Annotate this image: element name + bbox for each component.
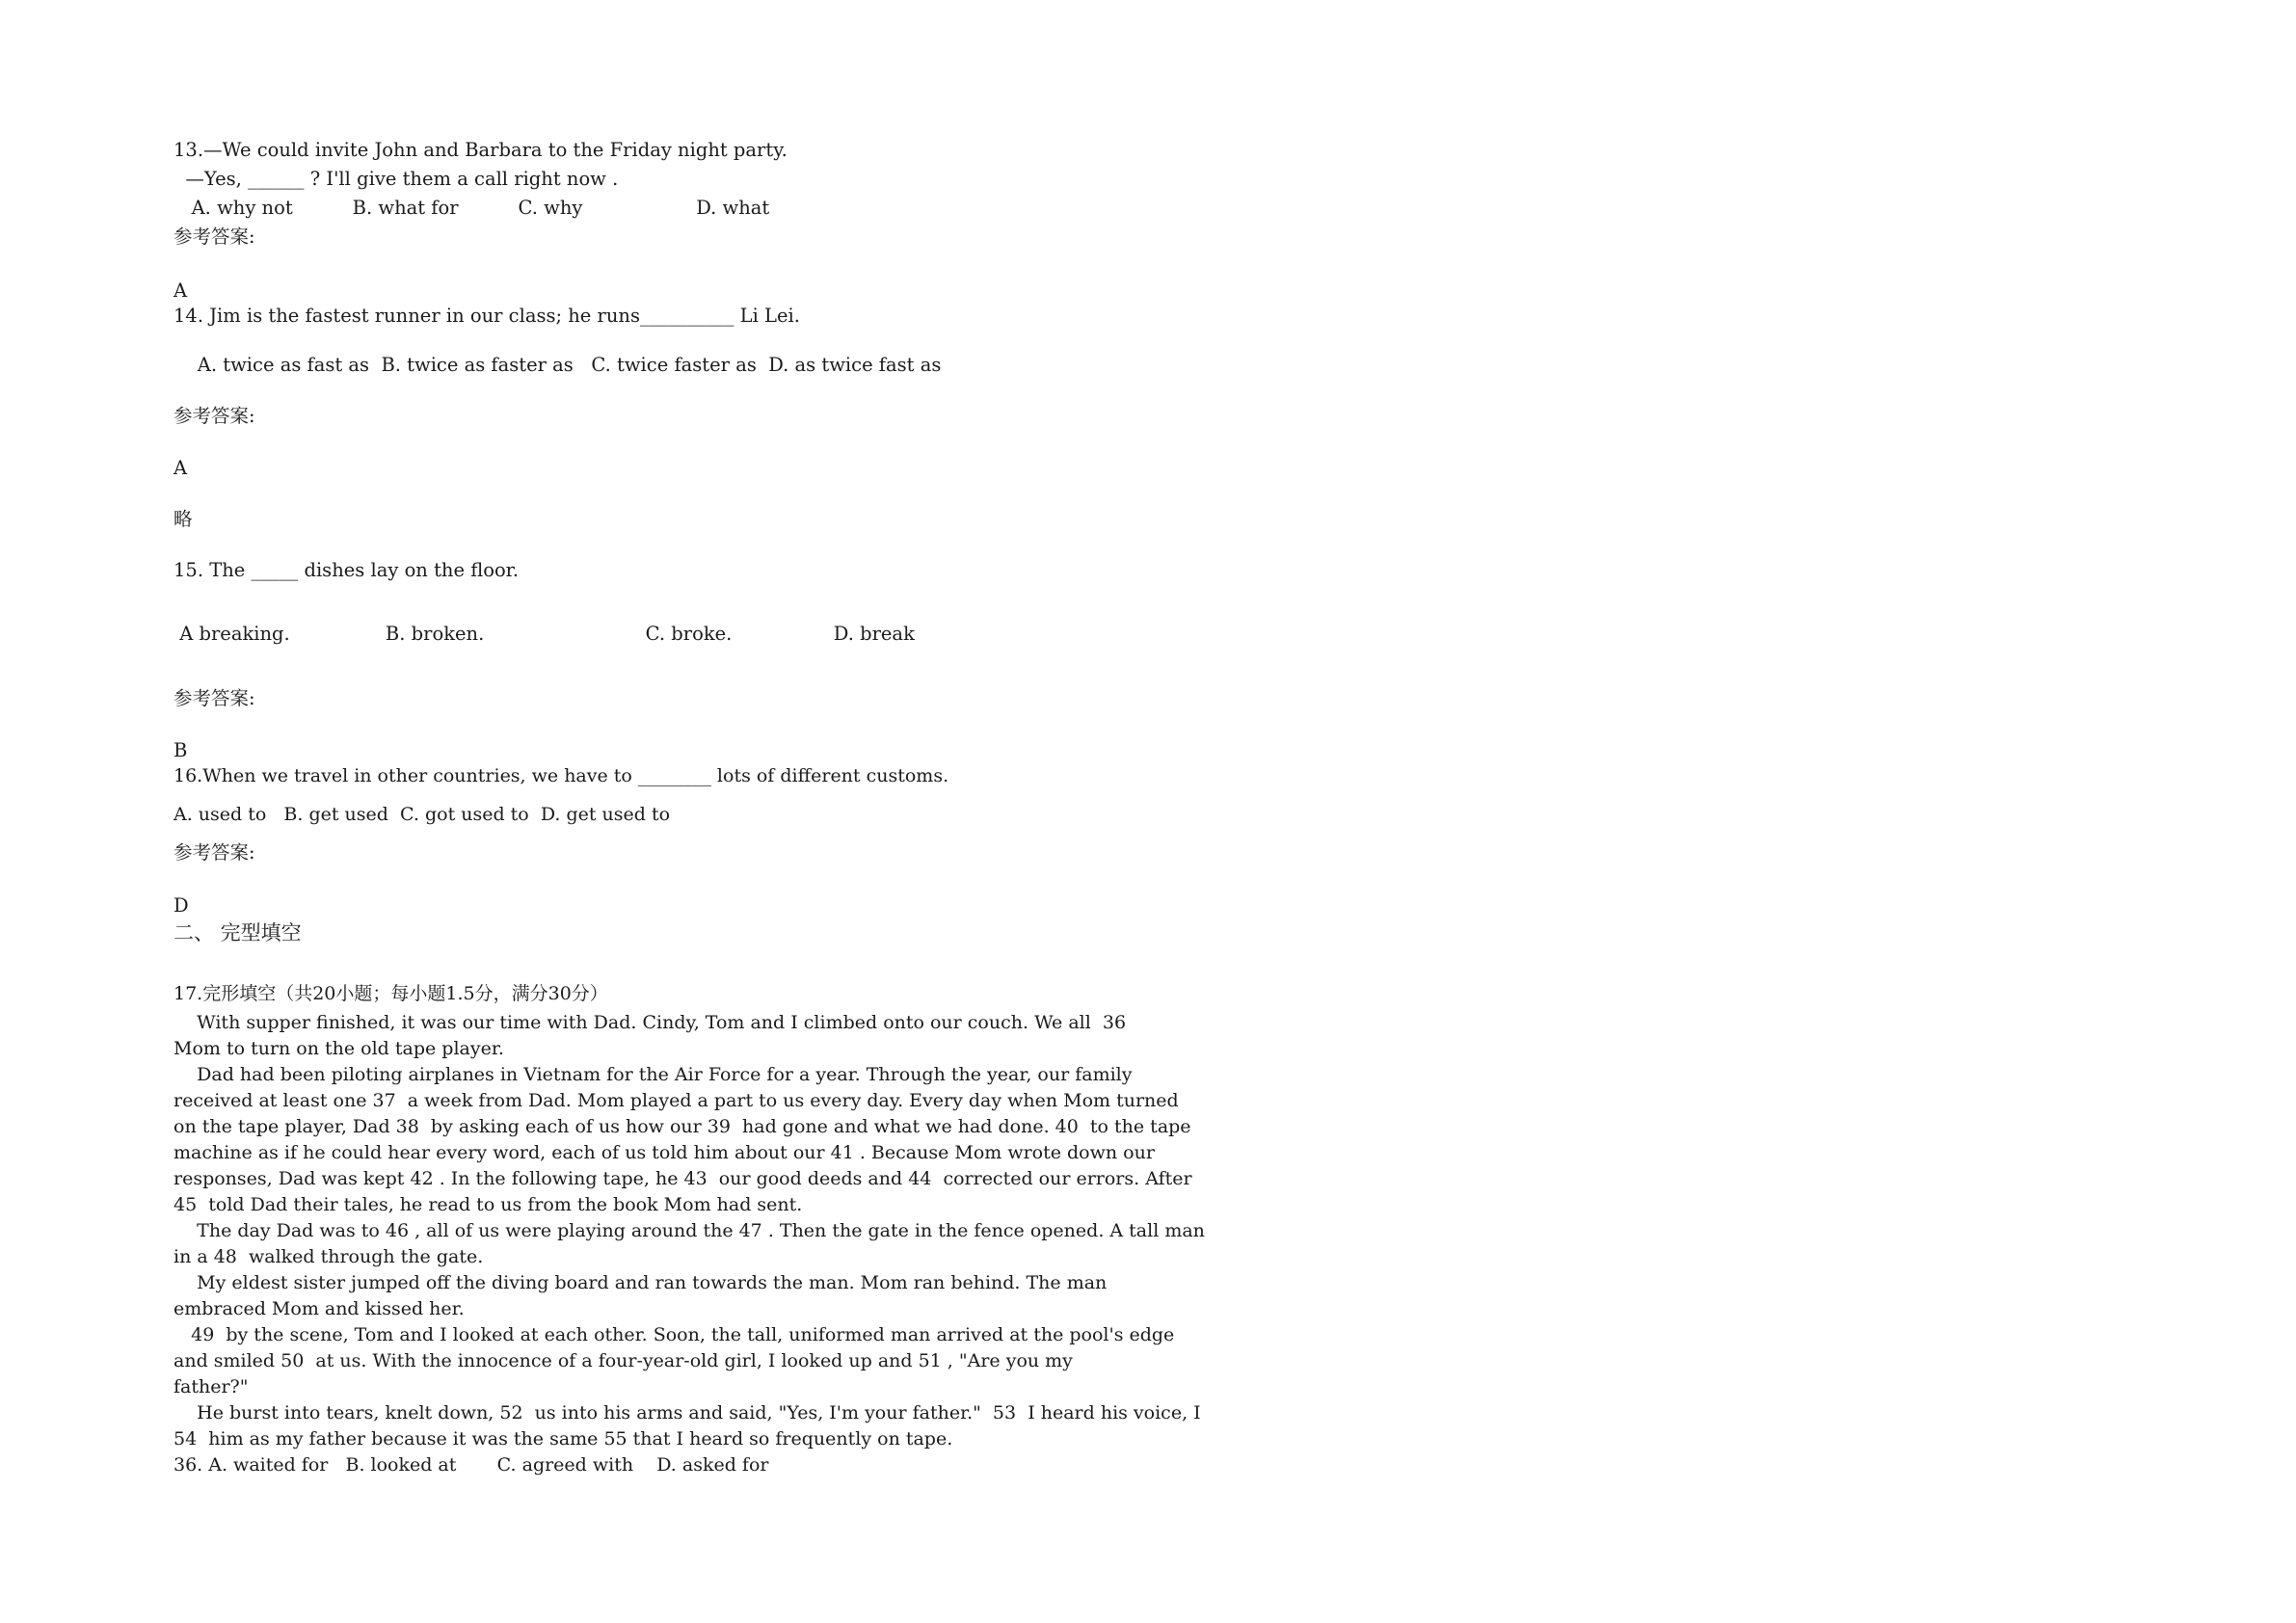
q17-line: machine as if he could hear every word, each of us told him about our 41 . Because Mom wrote down our [174,1142,1155,1163]
q14-stem: 14. Jim is the fastest runner in our class; he runs__________ Li Lei. [174,305,800,327]
q17-line: My eldest sister jumped off the diving board and ran towards the man. Mom ran behind. The man [174,1272,1108,1293]
q14-answer: A [174,457,188,479]
q13-answer: A [174,279,188,302]
q17-line: Mom to turn on the old tape player. [174,1038,504,1059]
q13-answer-label: 参考答案: [174,226,255,248]
q13-stem: 13.—We could invite John and Barbara to the Friday night party. [174,139,788,161]
q17-line: 54 him as my father because it was the same 55 that I heard so frequently on tape. [174,1428,953,1450]
q17-line: father?" [174,1376,249,1397]
q13-options: A. why not B. what for C. why D. what [174,197,770,219]
q15-answer: B [174,739,188,761]
q15-options: A breaking. B. broken. C. broke. D. break [174,623,915,645]
q17-line: 49 by the scene, Tom and I looked at each other. Soon, the tall, uniformed man arrived at the pool's edge [174,1324,1175,1345]
q17-line: embraced Mom and kissed her. [174,1298,465,1319]
q16-stem: 16.When we travel in other countries, we have to ________ lots of different customs. [174,765,949,786]
q13-line2: —Yes, ______ ? I'll give them a call right now . [174,168,619,190]
q16-answer: D [174,894,189,917]
q14-options: A. twice as fast as B. twice as faster as C. twice faster as D. as twice fast as [174,354,942,376]
q15-stem: 15. The _____ dishes lay on the floor. [174,559,520,581]
q17-title: 17.完形填空（共20小题；每小题1.5分，满分30分） [174,983,608,1004]
q14-note: 略 [174,508,193,530]
q17-line: 45 told Dad their tales, he read to us from the book Mom had sent. [174,1194,803,1215]
q17-line: He burst into tears, knelt down, 52 us into his arms and said, "Yes, I'm your father." 53 I heard his voice, I [174,1402,1201,1423]
q17-line: The day Dad was to 46 , all of us were playing around the 47 . Then the gate in the fence opened. A tall man [174,1220,1205,1241]
q17-line: Dad had been piloting airplanes in Vietnam for the Air Force for a year. Through the year, our family [174,1064,1133,1085]
q16-answer-label: 参考答案: [174,841,255,864]
q17-line: on the tape player, Dad 38 by asking each of us how our 39 had gone and what we had done. 40 to the tape [174,1116,1191,1137]
q17-line: received at least one 37 a week from Dad. Mom played a part to us every day. Every day when Mom turned [174,1090,1179,1111]
q15-answer-label: 参考答案: [174,687,255,709]
q16-options: A. used to B. get used C. got used to D. get used to [174,804,671,825]
q17-line: responses, Dad was kept 42 . In the following tape, he 43 our good deeds and 44 corrected our errors. After [174,1168,1192,1189]
section-heading-cloze: 二、 完型填空 [174,921,302,945]
q17-line: and smiled 50 at us. With the innocence of a four-year-old girl, I looked up and 51 , "Are you my [174,1350,1073,1371]
q17-line: in a 48 walked through the gate. [174,1246,484,1267]
q14-answer-label: 参考答案: [174,405,255,427]
q17-line: With supper finished, it was our time with Dad. Cindy, Tom and I climbed onto our couch. We all 36 [174,1012,1127,1033]
q36-options: 36. A. waited for B. looked at C. agreed with D. asked for [174,1454,769,1476]
